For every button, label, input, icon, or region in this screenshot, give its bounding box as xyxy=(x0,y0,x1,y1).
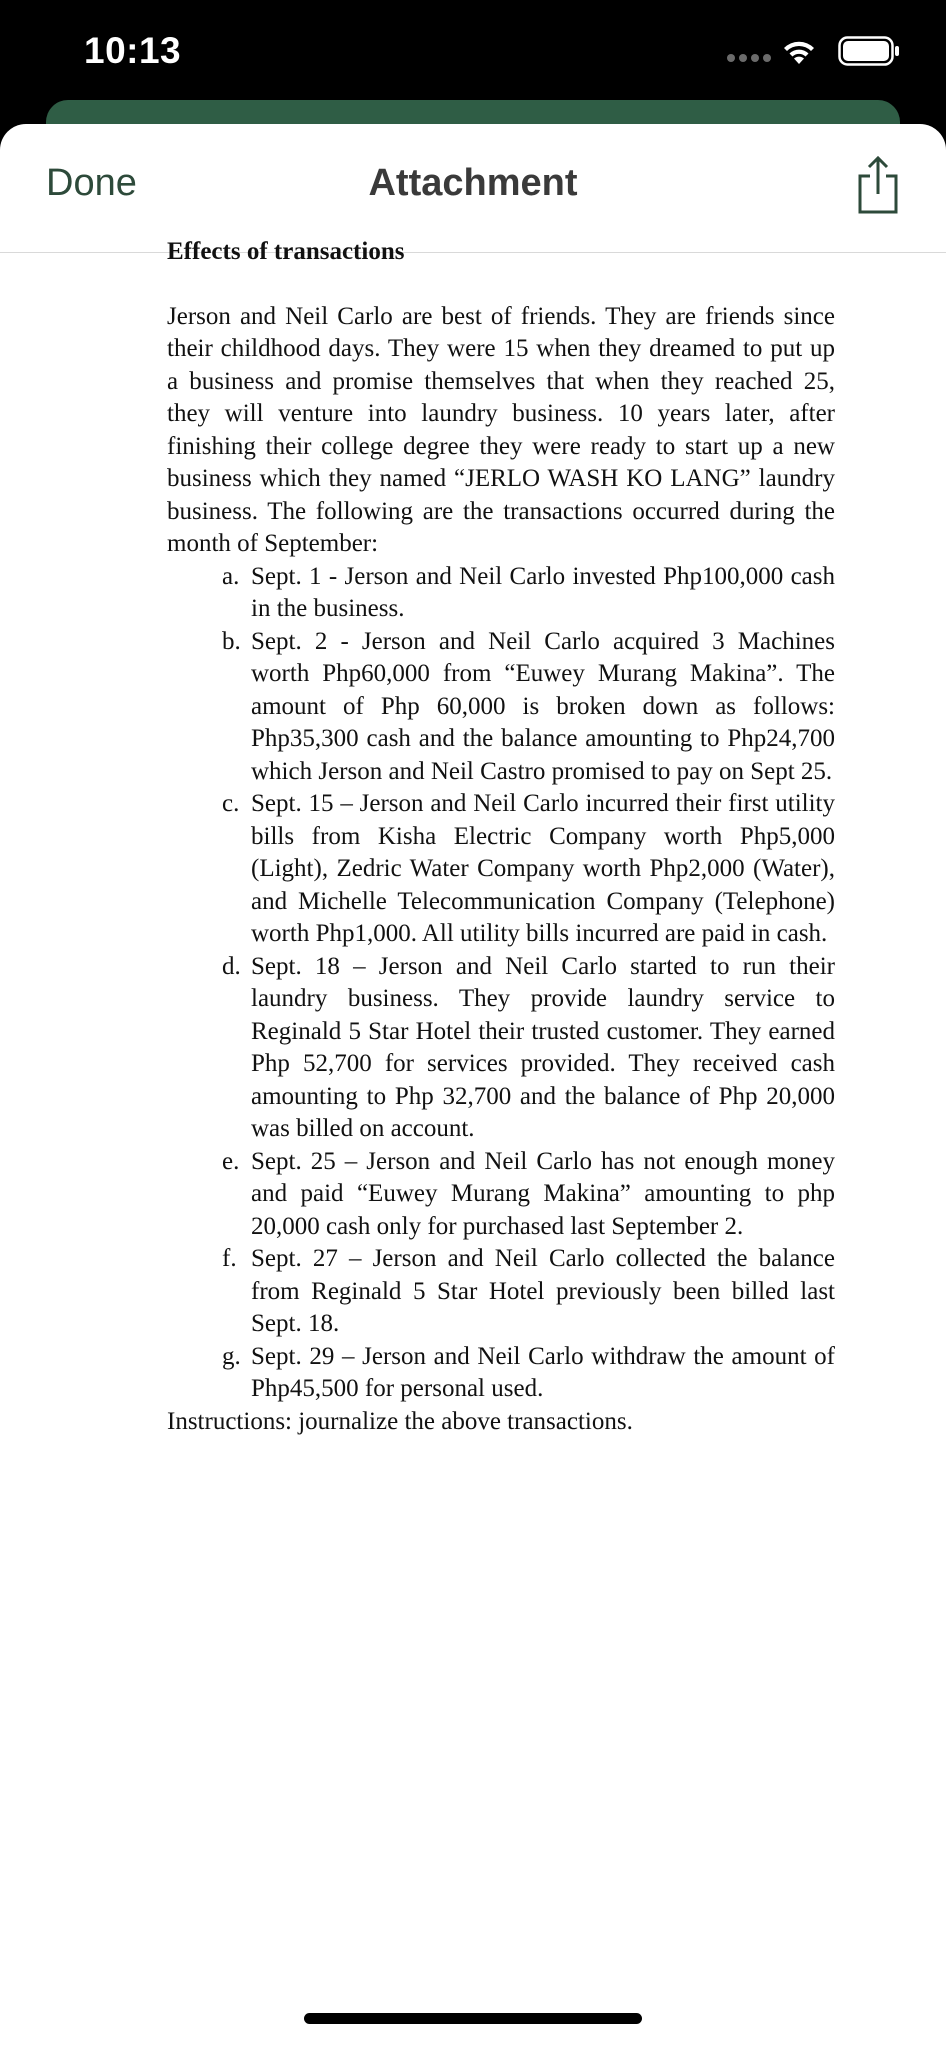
document-intro: Jerson and Neil Carlo are best of friends. They are friends since their childhood days. They were 15 when they dreamed to put up a business and promise themselves that when they reached 25, they will venture into laundry business. 10 years later, after finishing their college degree they were ready to start up a new business which they named “JERLO WASH KO LANG” laundry business. The following are the transactions occurred during the month of September: xyxy=(167,302,835,557)
battery-icon xyxy=(838,36,900,66)
list-item xyxy=(167,951,835,1146)
transaction-text: Sept. 18 – Jerson and Neil Carlo started to run their laundry business. They provide laundry service to Reginald 5 Star Hotel their trusted customer. They earned Php 52,700 for services provided. They received cash amounting to Php 32,700 and the balance of Php 20,000 was billed on account. xyxy=(251,952,835,1142)
transaction-text: Sept. 15 – Jerson and Neil Carlo incurred their first utility bills from Kisha Electric Company worth Php5,000 (Light), Zedric Water Company worth Php2,000 (Water), and Michelle Telecommunication Company (Telephone) worth Php1,000. All utility bills incurred are paid in cash. xyxy=(251,790,835,947)
list-marker: b. xyxy=(222,627,241,655)
transactions-list xyxy=(167,561,835,1406)
list-marker: e. xyxy=(222,1147,240,1175)
transaction-text: Sept. 29 – Jerson and Neil Carlo withdraw the amount of Php45,500 for personal used. xyxy=(251,1342,835,1402)
transaction-text: Sept. 25 – Jerson and Neil Carlo has not enough money and paid “Euwey Murang Makina” amounting to php 20,000 cash only for purchased last September 2. xyxy=(251,1147,835,1240)
list-item xyxy=(167,1243,835,1341)
navigation-bar xyxy=(0,124,946,253)
list-marker: d. xyxy=(222,952,241,980)
share-icon[interactable] xyxy=(852,154,904,216)
list-marker: f. xyxy=(222,1245,237,1272)
home-indicator xyxy=(304,2013,642,2024)
done-button[interactable]: Done xyxy=(46,162,137,204)
transaction-text: Sept. 2 - Jerson and Neil Carlo acquired 3 Machines worth Php60,000 from “Euwey Murang Makina”. The amount of Php 60,000 is broken down as follows: Php35,300 cash and the balance amounting to Php24,700 which Jerson and Neil Castro promised to pay on Sept 25. xyxy=(251,627,835,785)
document-heading: Effects of transactions xyxy=(167,238,405,265)
page-title: Attachment xyxy=(368,162,578,204)
list-item xyxy=(167,1341,835,1406)
list-marker: g. xyxy=(222,1342,241,1370)
wifi-icon xyxy=(782,38,816,66)
list-item xyxy=(167,788,835,951)
list-item xyxy=(167,1146,835,1244)
list-marker: c. xyxy=(222,790,240,817)
list-marker: a. xyxy=(222,562,240,590)
attachment-document xyxy=(167,236,835,1438)
list-item xyxy=(167,626,835,789)
transaction-text: Sept. 1 - Jerson and Neil Carlo invested Php100,000 cash in the business. xyxy=(251,562,835,622)
status-time: 10:13 xyxy=(84,30,182,71)
document-instructions: Instructions: journalize the above transactions. xyxy=(167,1407,633,1435)
list-item xyxy=(167,561,835,626)
status-bar xyxy=(0,0,946,100)
transaction-text: Sept. 27 – Jerson and Neil Carlo collected the balance from Reginald 5 Star Hotel previously been billed last Sept. 18. xyxy=(251,1245,835,1337)
cellular-signal-icon xyxy=(727,54,773,66)
